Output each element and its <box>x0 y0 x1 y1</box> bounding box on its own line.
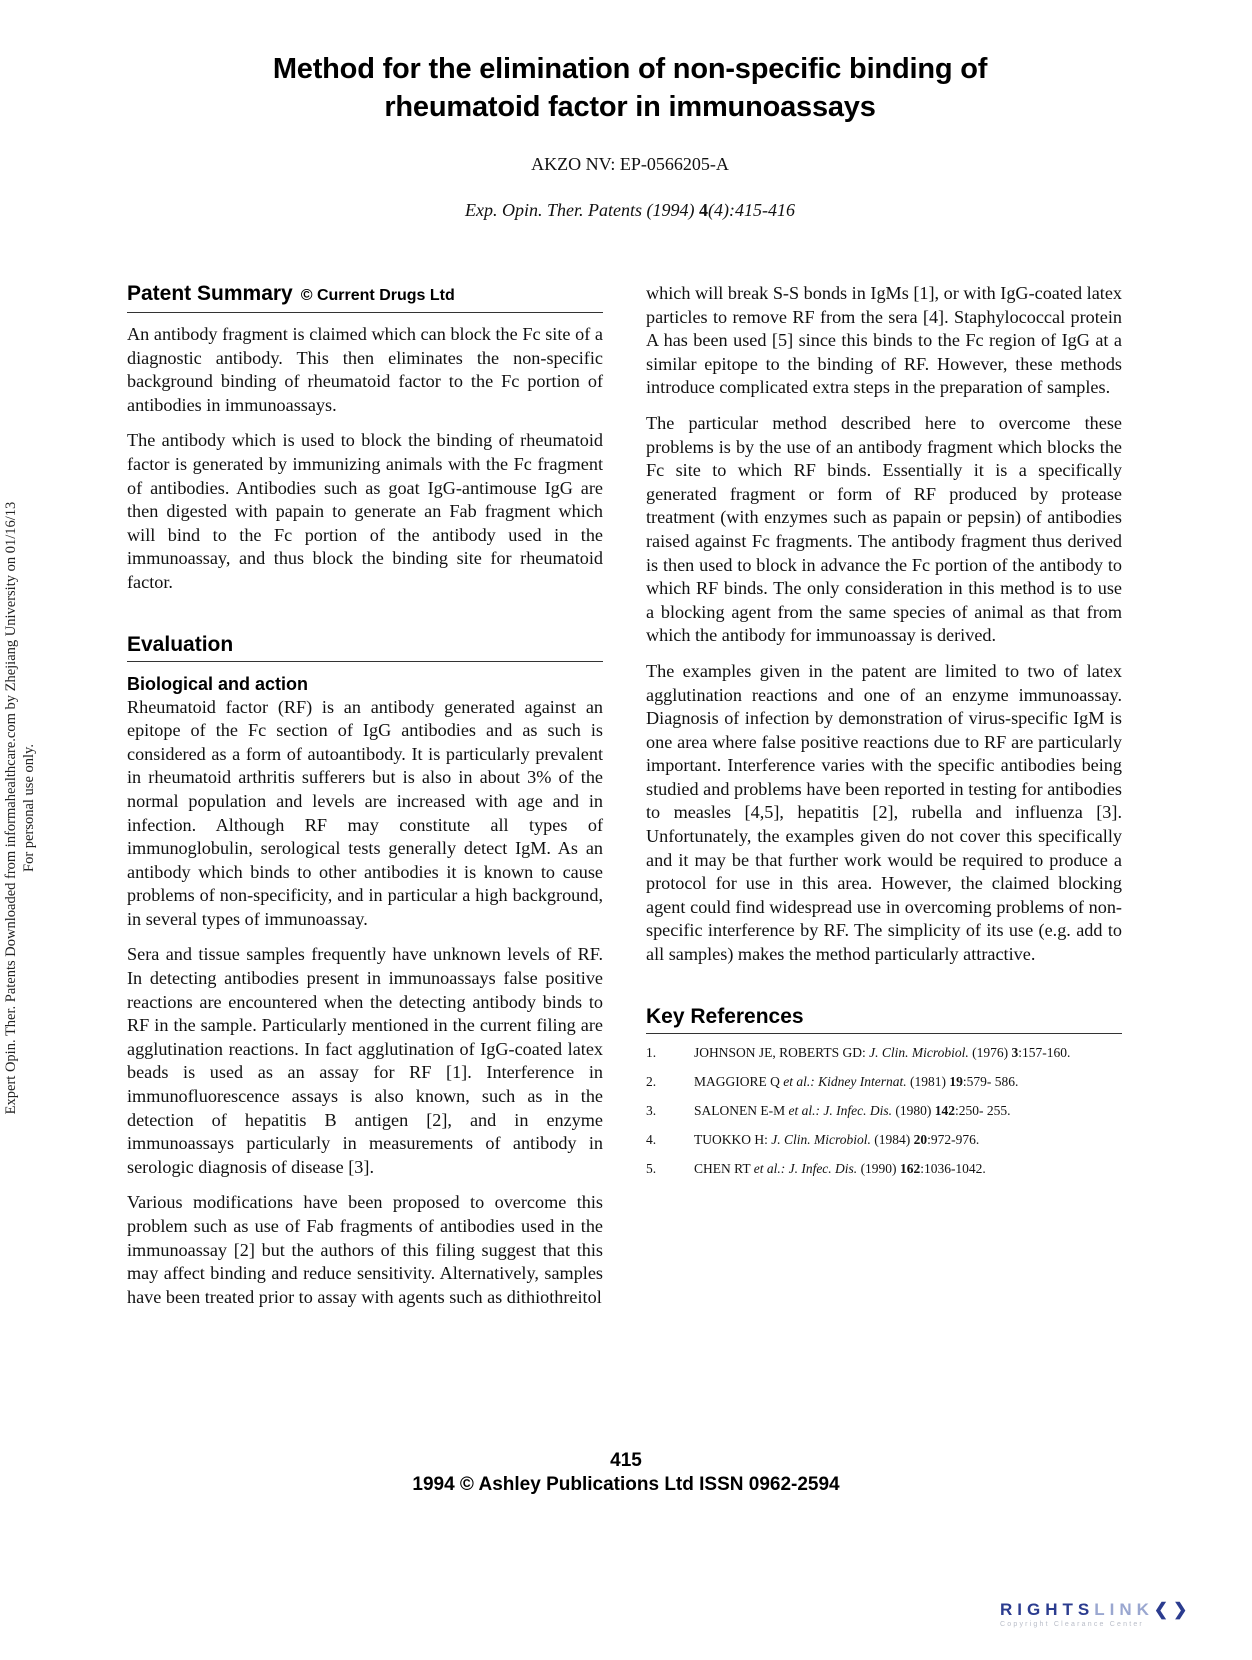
reference-year: (1976) <box>972 1044 1009 1060</box>
reference-number: 4. <box>646 1131 657 1147</box>
reference-authors: JOHNSON JE, ROBERTS GD: <box>694 1044 866 1060</box>
citation-year: (1994) <box>646 200 695 220</box>
evaluation-paragraph: which will break S-S bonds in IgMs [1], or with IgG-coated latex particles to remove RF from the sera [4]. Staphylococcal protein A has been used [5] since this binds to the Fc region of IgG at a similar epitope to the binding of RF. However, these methods introduce complicated extra steps in the preparation of samples. <box>646 283 1122 398</box>
evaluation-paragraph: Sera and tissue samples frequently have unknown levels of RF. In detecting antibodies present in immunoassays false positive reactions are encountered when the detecting antibody binds to RF in the sample. Particularly mentioned in the current filing are agglutination reactions. In fact agglutination of IgG-coated latex beads is used as an assay for RF [1]. Interference in immunofluorescence assays is also known, such as in the detection of hepatitis B antigen [2], and in enzyme immunoassays particularly in measurements of antibody in serologic diagnosis of disease [3]. <box>127 944 603 1177</box>
reference-pages: :579- 586. <box>962 1073 1019 1089</box>
right-column <box>646 282 1122 1189</box>
patent-summary-title: Patent Summary <box>127 282 293 305</box>
title-line-2: rheumatoid factor in immunoassays <box>384 91 876 123</box>
download-watermark <box>2 458 58 1158</box>
evaluation-heading: Evaluation <box>127 633 603 662</box>
reference-pages: :972-976. <box>927 1131 980 1147</box>
reference-text <box>694 1044 1122 1062</box>
summary-paragraph: The antibody which is used to block the binding of rheumatoid factor is generated by immunizing animals with the Fc fragment of antibodies. Antibodies such as goat IgG-antimouse IgG are then digested with papain to generate an Fab fragment which will bind to the Fc portion of the antibody used in the immunoassay, and thus block the binding site for rheumatoid factor. <box>127 430 603 592</box>
reference-pages: :1036-1042. <box>920 1160 986 1176</box>
patent-id: AKZO NV: EP-0566205-A <box>531 154 729 174</box>
reference-pages: :250- 255. <box>954 1102 1011 1118</box>
reference-year: (1984) <box>874 1131 911 1147</box>
reference-pages: :157-160. <box>1018 1044 1071 1060</box>
page-number: 415 <box>610 1450 642 1471</box>
rightslink-tagline: Copyright Clearance Center <box>1000 1621 1144 1628</box>
evaluation-subheading: Biological and action <box>127 673 309 694</box>
reference-authors: TUOKKO H: <box>694 1131 768 1147</box>
reference-volume: 3 <box>1011 1044 1019 1060</box>
rightslink-logo[interactable] <box>1000 1600 1220 1628</box>
reference-number: 3. <box>646 1102 657 1118</box>
reference-item <box>646 1131 1122 1149</box>
download-watermark-line-2: For personal use only. <box>21 744 37 872</box>
reference-etal: et al.: <box>788 1102 820 1118</box>
reference-item <box>646 1073 1122 1091</box>
rightslink-wordmark-dark: RIGHTS <box>1000 1600 1095 1619</box>
patent-summary-heading <box>127 282 603 313</box>
download-watermark-line-1: Expert Opin. Ther. Patents Downloaded from informahealthcare.com by Zhejiang University on 01/16/13 <box>3 501 19 1115</box>
citation-volume: 4 <box>699 200 708 220</box>
reference-etal: et al.: <box>783 1073 815 1089</box>
reference-authors: CHEN RT <box>694 1160 751 1176</box>
reference-volume: 162 <box>899 1160 921 1176</box>
reference-journal: J. Clin. Microbiol. <box>869 1044 969 1060</box>
citation-journal: Exp. Opin. Ther. Patents <box>465 200 642 220</box>
reference-authors: MAGGIORE Q <box>694 1073 780 1089</box>
reference-journal: J. Infec. Dis. <box>823 1102 892 1118</box>
reference-journal: J. Infec. Dis. <box>788 1160 858 1176</box>
reference-journal: Kidney Internat. <box>818 1073 907 1089</box>
journal-citation <box>150 200 1110 221</box>
reference-etal: et al.: <box>753 1160 786 1176</box>
reference-text <box>694 1073 1122 1091</box>
reference-number: 5. <box>646 1160 657 1176</box>
reference-number: 1. <box>646 1044 657 1060</box>
reference-text <box>694 1131 1122 1149</box>
reference-journal: J. Clin. Microbiol. <box>771 1131 871 1147</box>
reference-year: (1990) <box>860 1160 897 1176</box>
rightslink-chevron-icon: ❮❯ <box>1153 1600 1193 1619</box>
publisher-copyright: 1994 © Ashley Publications Ltd ISSN 0962-2594 <box>412 1474 840 1495</box>
reference-volume: 142 <box>934 1102 955 1118</box>
reference-text <box>694 1102 1122 1120</box>
rightslink-wordmark-light: LINK <box>1094 1600 1154 1619</box>
evaluation-paragraph: The examples given in the patent are limited to two of latex agglutination reactions and one of an enzyme immunoassay. Diagnosis of infection by demonstration of virus-specific IgM is one area where false positive reactions due to RF are particularly important. Interference varies with the specific antibodies being studied and problems have been reported in testing for antibodies to measles [4,5], hepatitis [2], rubella and influenza [3]. Unfortunately, the examples given do not cover this specifically and it may be that further work would be required to produce a protocol for use in this area. However, the claimed blocking agent could find widespread use in overcoming problems of non-specific interference by RF. The simplicity of its use (e.g. add to all samples) makes the method particularly attractive. <box>646 660 1122 965</box>
reference-number: 2. <box>646 1073 657 1089</box>
title-line-1: Method for the elimination of non-specific binding of <box>272 53 988 85</box>
left-column <box>127 282 603 1321</box>
reference-volume: 20 <box>913 1131 928 1147</box>
reference-volume: 19 <box>949 1073 963 1089</box>
article-title <box>150 50 1110 126</box>
patent-summary-copyright: © Current Drugs Ltd <box>300 287 455 304</box>
reference-item <box>646 1102 1122 1120</box>
evaluation-paragraph: The particular method described here to overcome these problems is by the use of an antibody fragment which blocks the Fc site to which RF binds. Essentially it is a specifically generated fragment or form of RF produced by protease treatment (with enzymes such as papain or pepsin) of antibodies raised against Fc fragments. The antibody fragment thus derived is then used to block in advance the Fc portion of the antibody to which RF binds. The only consideration in this method is to use a blocking agent from the same species of animal as that from which the antibody for immunoassay is derived. <box>646 412 1122 646</box>
reference-list <box>646 1044 1122 1178</box>
citation-issue-pages: (4):415-416 <box>708 200 795 220</box>
evaluation-paragraph: Rheumatoid factor (RF) is an antibody generated against an epitope of the Fc section of IgG antibodies and as such is considered as a form of autoantibody. It is particularly prevalent in rheumatoid arthritis sufferers but is also in about 3% of the normal population and levels are increased with age and in infection. Although RF may constitute all types of immunoglobulin, serological tests generally detect IgM. As an antibody which binds to other antibodies it is known to cause problems of non-specificity, and in particular a high background, in several types of immunoassay. <box>127 696 603 929</box>
reference-year: (1981) <box>909 1073 946 1089</box>
reference-year: (1980) <box>895 1102 932 1118</box>
reference-item <box>646 1044 1122 1062</box>
evaluation-paragraph: Various modifications have been proposed to overcome this problem such as use of Fab fragments of antibodies used in the immunoassay [2] but the authors of this filing suggest that this may affect binding and reduce sensitivity. Alternatively, samples have been treated prior to assay with agents such as dithiothreitol <box>127 1192 603 1307</box>
summary-paragraph: An antibody fragment is claimed which can block the Fc site of a diagnostic antibody. This then eliminates the non-specific background binding of rheumatoid factor to the Fc portion of antibodies in immunoassays. <box>127 324 603 415</box>
key-references-heading: Key References <box>646 1005 1122 1034</box>
reference-text <box>694 1160 1122 1178</box>
reference-item <box>646 1160 1122 1178</box>
rightslink-wordmark <box>1000 1600 1220 1620</box>
reference-authors: SALONEN E-M <box>694 1102 786 1118</box>
